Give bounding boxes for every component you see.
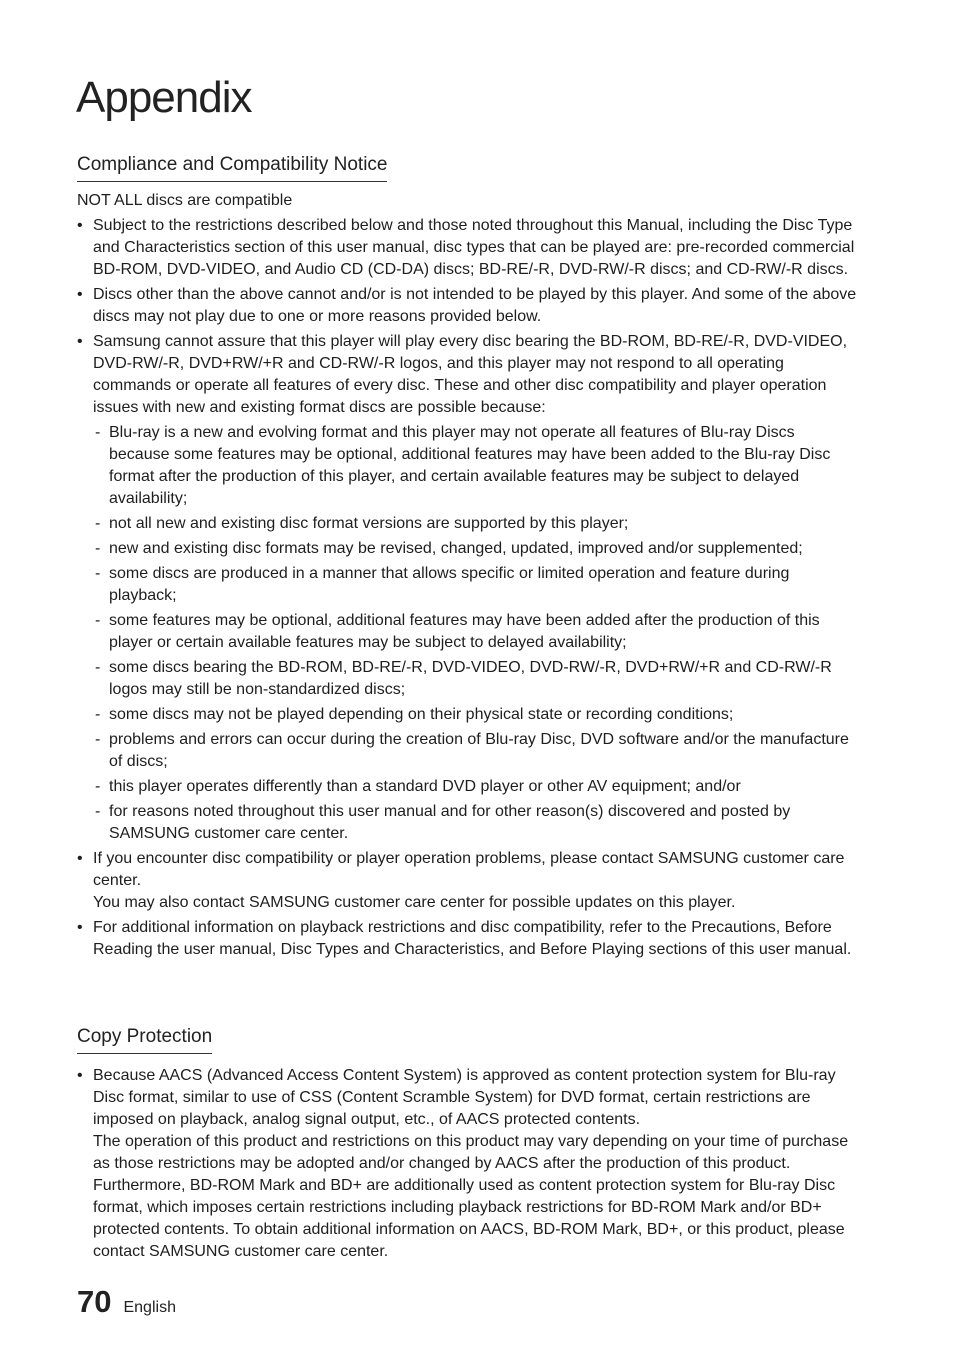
page-title: Appendix [76, 73, 252, 122]
bullet-extra-text: The operation of this product and restrictions on this product may vary depending on your time of purchase as those restrictions may be adopted and/or changed by AACS after the production of this product. Furthermore, BD-ROM Mark and BD+ are additionally used as content protection system for Blu-ray Disc format, which imposes certain restrictions including playback restrictions for BD-ROM Mark and/or BD+ protected contents. To obtain additional information on AACS, BD-ROM Mark, BD+, or this product, please contact SAMSUNG customer care center. [93, 1133, 849, 1260]
section-heading-compliance: Compliance and Compatibility Notice [77, 153, 387, 182]
dash-text: Blu-ray is a new and evolving format and this player may not operate all features of Blu-ray Discs because some features may be optional, additional features may have been added to the Blu-ray Disc format after the production of this player, and certain available features may be subject to delayed availability; [109, 424, 831, 507]
bullet-text: Samsung cannot assure that this player will play every disc bearing the BD-ROM, BD-RE/-R, DVD-VIDEO, DVD-RW/-R, DVD+RW/+R and CD-RW/-R logos, and this player may not respond to all operating commands or operate all features of every disc. These and other disc compatibility and player operation issues with new and existing format discs are possible because: [93, 333, 848, 416]
list-item [93, 422, 859, 510]
bullet-text: Discs other than the above cannot and/or is not intended to be played by this player. And some of the above discs may not play due to one or more reasons provided below. [93, 286, 857, 325]
list-item [93, 776, 859, 798]
list-item [77, 284, 859, 328]
dash-text: some features may be optional, additional features may have been added after the production of this player or certain available features may be subject to delayed availability; [109, 612, 820, 651]
list-item [93, 538, 859, 560]
list-item [77, 215, 859, 281]
bullet-extra-text: You may also contact SAMSUNG customer care center for possible updates on this player. [93, 894, 736, 911]
dash-text: some discs bearing the BD-ROM, BD-RE/-R, DVD-VIDEO, DVD-RW/-R, DVD+RW/+R and CD-RW/-R logos may still be non-standardized discs; [109, 659, 832, 698]
page-footer [77, 1284, 176, 1320]
section-heading-copy-protection: Copy Protection [77, 1025, 212, 1054]
list-item [93, 513, 859, 535]
dash-text: new and existing disc formats may be revised, changed, updated, improved and/or supplemented; [109, 540, 803, 557]
bullet-text: Because AACS (Advanced Access Content System) is approved as content protection system for Blu-ray Disc format, similar to use of CSS (Content Scramble System) for DVD format, certain restrictions are imposed on playback, analog signal output, etc., of AACS protected contents. [93, 1067, 836, 1128]
copy-protection-bullet-list [77, 1065, 859, 1263]
intro-text: NOT ALL discs are compatible [77, 192, 293, 209]
list-item [77, 917, 859, 961]
list-item [93, 801, 859, 845]
list-item [93, 657, 859, 701]
list-item [77, 848, 859, 914]
page-number: 70 [77, 1284, 112, 1319]
dash-text: some discs are produced in a manner that allows specific or limited operation and feature during playback; [109, 565, 790, 604]
dash-text: this player operates differently than a standard DVD player or other AV equipment; and/or [109, 778, 741, 795]
compliance-bullet-list [77, 215, 859, 961]
bullet-text: If you encounter disc compatibility or player operation problems, please contact SAMSUNG customer care center. [93, 850, 845, 889]
list-item [77, 331, 859, 845]
dash-text: not all new and existing disc format versions are supported by this player; [109, 515, 629, 532]
bullet-text: Subject to the restrictions described below and those noted throughout this Manual, including the Disc Type and Characteristics section of this user manual, disc types that can be played are: pre-recorded commercial BD-ROM, DVD-VIDEO, and Audio CD (CD-DA) discs; BD-RE/-R, DVD-RW/-R discs; and CD-RW/-R discs. [93, 217, 855, 278]
dash-text: some discs may not be played depending on their physical state or recording conditions; [109, 706, 734, 723]
bullet-text: For additional information on playback restrictions and disc compatibility, refer to the Precautions, Before Reading the user manual, Disc Types and Characteristics, and Before Playing sections of this user manual. [93, 919, 852, 958]
page-language: English [123, 1299, 176, 1316]
list-item [93, 704, 859, 726]
list-item [93, 729, 859, 773]
section-compliance-body [77, 190, 859, 961]
list-item [93, 610, 859, 654]
dash-text: for reasons noted throughout this user manual and for other reason(s) discovered and posted by SAMSUNG customer care center. [109, 803, 791, 842]
list-item [93, 563, 859, 607]
reasons-dash-list [93, 422, 859, 845]
list-item [77, 1065, 859, 1263]
dash-text: problems and errors can occur during the creation of Blu-ray Disc, DVD software and/or the manufacture of discs; [109, 731, 849, 770]
section-copy-protection-body [77, 1062, 859, 1263]
